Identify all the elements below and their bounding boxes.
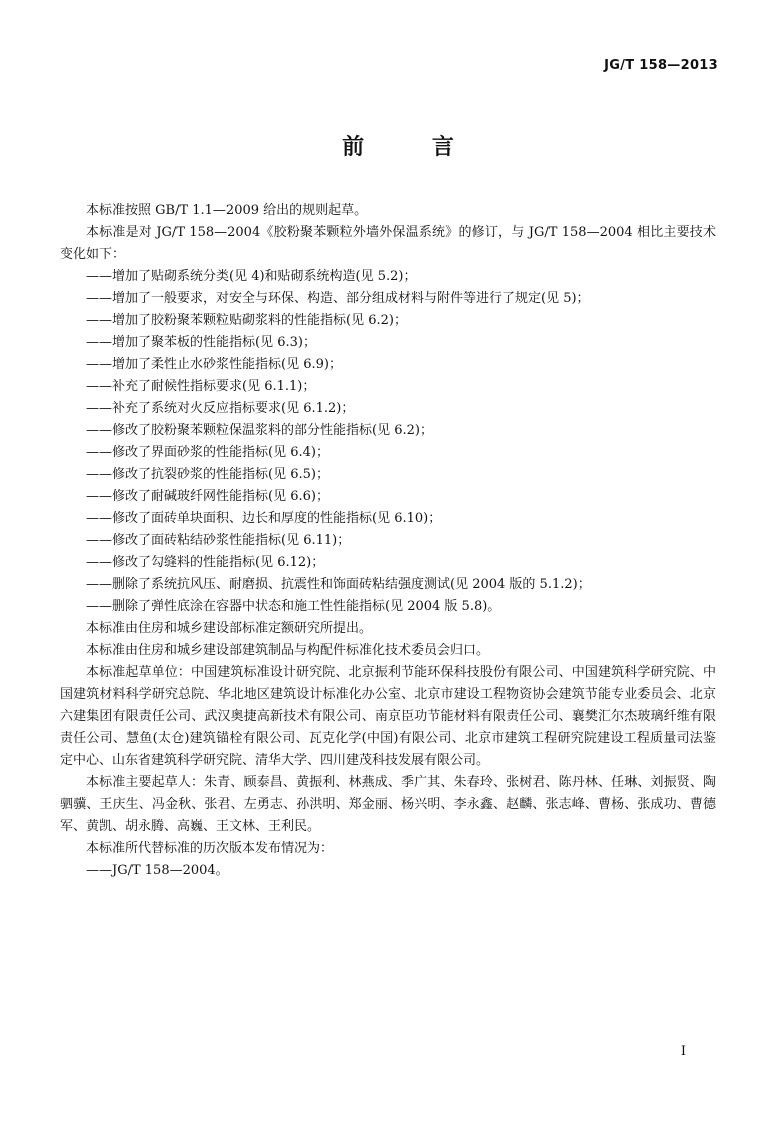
- list-item: ——删除了弹性底涂在容器中状态和施工性性能指标(见 2004 版 5.8)。: [86, 599, 501, 614]
- list-item: ——修改了面砖粘结砂浆性能指标(见 6.11)；: [86, 533, 351, 548]
- list-item: ——补充了系统对火反应指标要求(见 6.1.2)；: [86, 401, 355, 416]
- list-item: ——增加了胶粉聚苯颗粒贴砌浆料的性能指标(见 6.2)；: [86, 313, 407, 328]
- list-item: ——删除了系统抗风压、耐磨损、抗震性和饰面砖粘结强度测试(见 2004 版的 5.1.2)；: [86, 577, 591, 592]
- standard-code: JG/T 158—2013: [604, 58, 718, 73]
- list-item: ——增加了柔性止水砂浆性能指标(见 6.9)；: [86, 357, 342, 372]
- changes-list: [60, 266, 716, 618]
- list-item: ——增加了一般要求，对安全与环保、构造、部分组成材料与附件等进行了规定(见 5)；: [86, 291, 590, 306]
- paragraph-drafting-units: 本标准起草单位：中国建筑标准设计研究院、北京振利节能环保科技股份有限公司、中国建筑科学研究院、中国建筑材料科学研究总院、华北地区建筑设计标准化办公室、北京市建设工程物资协会建筑节能专业委员会、北京六建集团有限责任公司、武汉奥捷高新技术有限公司、南京臣功节能材料有限责任公司、襄樊汇尔杰玻璃纤维有限责任公司、慧鱼(太仓)建筑锚栓有限公司、瓦克化学(中国)有限公司、北京市建筑工程研究院建设工程质量司法鉴定中心、山东省建筑科学研究院、清华大学、四川建茂科技发展有限公司。: [60, 665, 716, 768]
- list-item: ——修改了界面砂浆的性能指标(见 6.4)；: [86, 445, 329, 460]
- list-item: ——增加了贴砌系统分类(见 4)和贴砌系统构造(见 5.2)；: [86, 269, 417, 284]
- list-item: ——增加了聚苯板的性能指标(见 6.3)；: [86, 335, 316, 350]
- list-item: ——修改了抗裂砂浆的性能指标(见 6.5)；: [86, 467, 329, 482]
- history-item: ——JG/T 158—2004。: [86, 863, 229, 878]
- page-title: 前 言: [342, 135, 484, 160]
- list-item: ——修改了胶粉聚苯颗粒保温浆料的部分性能指标(见 6.2)；: [86, 423, 433, 438]
- page-number: I: [680, 1044, 686, 1059]
- document-body: [60, 200, 716, 882]
- list-item: ——修改了勾缝料的性能指标(见 6.12)；: [86, 555, 325, 570]
- paragraph-revision-intro: 本标准是对 JG/T 158—2004《胶粉聚苯颗粒外墙外保温系统》的修订，与 JG/T 158—2004 相比主要技术变化如下：: [60, 225, 716, 262]
- list-item: ——修改了面砖单块面积、边长和厚度的性能指标(见 6.10)；: [86, 511, 442, 526]
- paragraph-proposer: 本标准由住房和城乡建设部标准定额研究所提出。: [86, 621, 373, 636]
- paragraph-drafters: 本标准主要起草人：朱青、顾泰昌、黄振利、林燕成、季广其、朱春玲、张树君、陈丹林、任琳、刘振贤、陶驷骥、王庆生、冯金秋、张君、左勇志、孙洪明、郑金丽、杨兴明、李永鑫、赵麟、张志峰、曹杨、张成功、曹德军、黄凯、胡永腾、高巍、王文林、王利民。: [60, 775, 716, 834]
- paragraph-drafting-rules: 本标准按照 GB/T 1.1—2009 给出的规则起草。: [86, 203, 368, 218]
- list-item: ——补充了耐候性指标要求(见 6.1.1)；: [86, 379, 316, 394]
- paragraph-centralized-by: 本标准由住房和城乡建设部建筑制品与构配件标准化技术委员会归口。: [86, 643, 490, 658]
- paragraph-history-intro: 本标准所代替标准的历次版本发布情况为：: [86, 841, 334, 856]
- list-item: ——修改了耐碱玻纤网性能指标(见 6.6)；: [86, 489, 329, 504]
